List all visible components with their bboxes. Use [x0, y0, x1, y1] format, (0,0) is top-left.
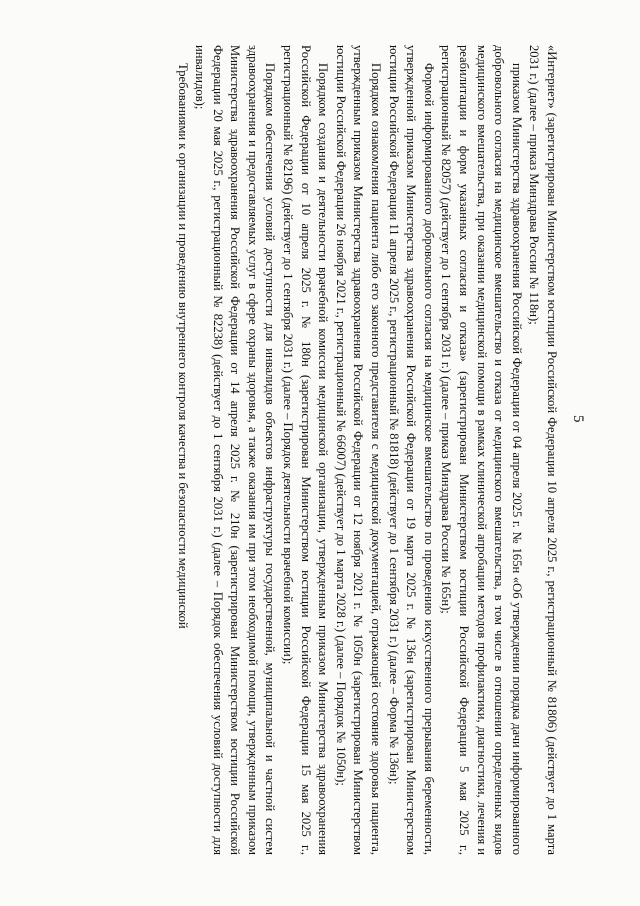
paragraph: Требованиями к организации и проведению внутреннего контроля качества и безопасности медицинской — [175, 63, 190, 629]
document-body — [173, 45, 560, 855]
paragraph: Порядком создания и деятельности врачебной комиссии медицинской организации, утвержденным приказом Министерства здравоохранения Российской Федерации от 10 апреля 2025 г. № 180н (зарегистрирован Министерством юстиции Российской Федерации 15 мая 2025 г., регистрационный № 82196) (действует до 1 сентября 2031 г.) (далее – Порядок деятельности врачебной комиссии); — [281, 45, 331, 855]
paragraph: приказом Министерства здравоохранения Российской Федерации от 04 апреля 2025 г. № 165н «Об утверждении порядка дачи информированного добровольного согласия на медицинское вмешательство и отказа от медицинского вмешательства, в том числе в отношении определенных видов медицинского вмешательства, при оказании медицинской помощи в рамках клинической апробации методов профилактики, диагностики, лечения и реабилитации и форм указанных согласия и отказа» (зарегистрирован Министерством юстиции Российской Федерации 5 мая 2025 г., регистрационный № 82057) (действует до 1 сентября 2031 г.) (далее – приказ Минздрава России № 165н); — [439, 45, 524, 855]
paragraph: Формой информированного добровольного согласия на медицинское вмешательство по проведению искусственного прерывания беременности, утвержденной приказом Министерства здравоохранения Российской Федерации от 19 марта 2025 г. № 136н (зарегистрирован Министерством юстиции Российской Федерации 11 апреля 2025 г., регистрационный № 81818) (действует до 1 сентября 2031 г.) (далее – Форма № 136н); — [386, 45, 436, 855]
rotated-page-content — [58, 45, 586, 855]
paragraph: Порядком обеспечения условий доступности для инвалидов объектов инфраструктуры государственной, муниципальной и частной систем здравоохранения и предоставляемых услуг в сфере охраны здоровья, а также оказания им при этом необходимой помощи, утвержденным приказом Министерства здравоохранения Российской Федерации от 14 апреля 2025 г. № 210н (зарегистрирован Министерством юстиции Российской Федерации 20 мая 2025 г., регистрационный № 82238) (действует до 1 сентября 2031 г.) (далее – Порядок обеспечения условий доступности для инвалидов); — [193, 45, 278, 855]
paragraph: «Интернет» (зарегистрирован Министерством юстиции Российской Федерации 10 апреля 2025 г., регистрационный № 81806) (действует до 1 марта 2031 г.) (далее – приказ Минздрава России № 118н); — [527, 45, 559, 855]
page-number: 5 — [570, 415, 586, 423]
paragraph: Порядком ознакомления пациента либо его законного представителя с медицинской документацией, отражающей состояние здоровья пациента, утвержденным приказом Министерства здравоохранения Российской Федерации от 12 ноября 2021 г. № 1050н (зарегистрирован Министерством юстиции Российской Федерации 26 ноября 2021 г., регистрационный № 66007) (действует до 1 марта 2028 г.) (далее – Порядок № 1050н); — [333, 45, 384, 855]
